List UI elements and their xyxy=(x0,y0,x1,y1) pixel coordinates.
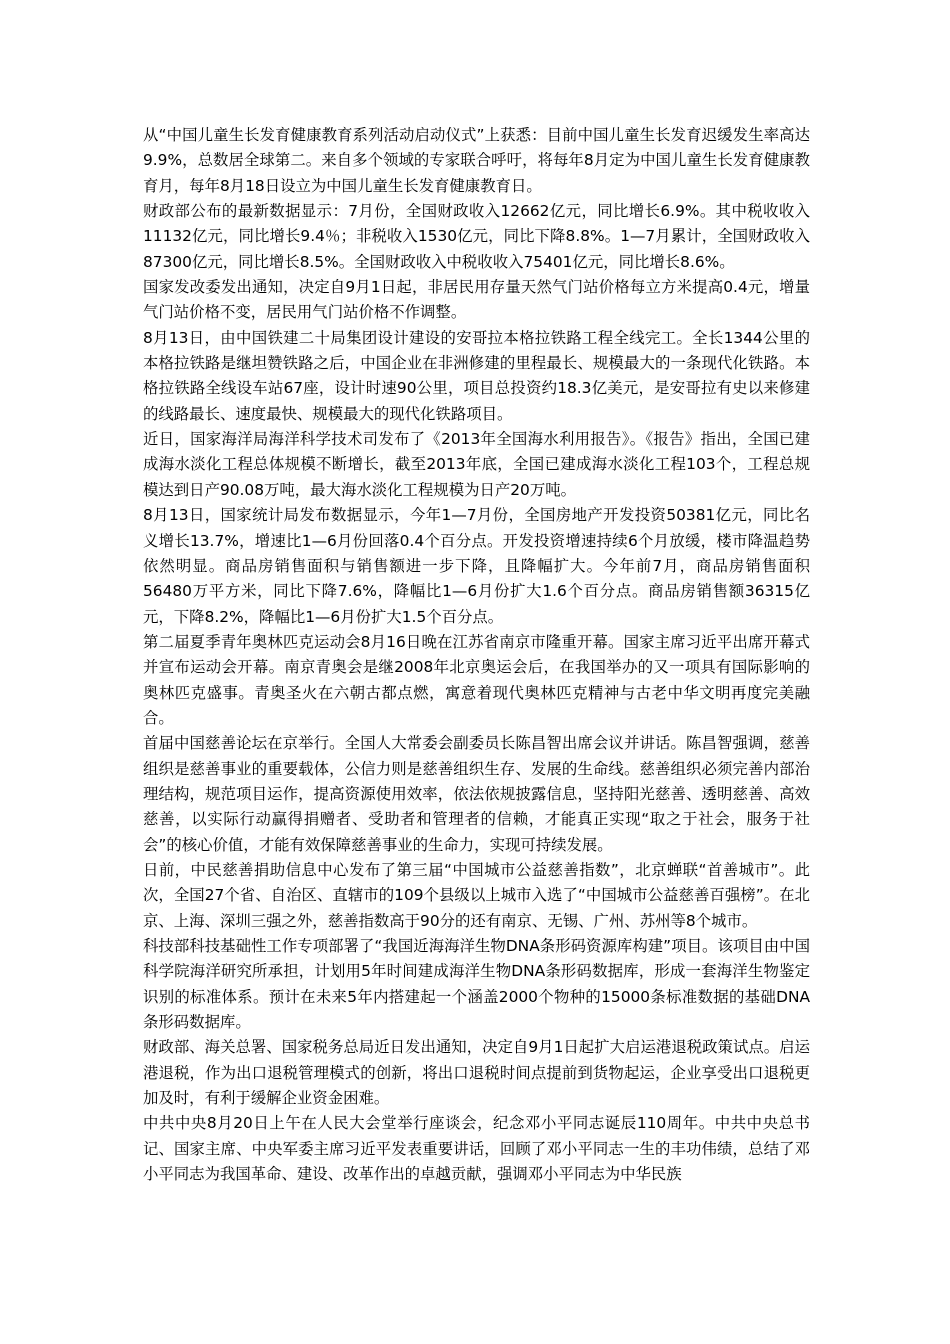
paragraph-dna-barcode: 科技部科技基础性工作专项部署了“我国近海海洋生物DNA条形码资源库构建”项目。该项目由中国科学院海洋研究所承担，计划用5年时间建成海洋生物DNA条形码数据库，形成一套海洋生物鉴定识别的标准体系。预计在未来5年内搭建起一个涵盖2000个物种的15000条标准数据的基础DNA条形码数据库。 xyxy=(143,937,810,1032)
paragraph-child-growth: 从“中国儿童生长发育健康教育系列活动启动仪式”上获悉：目前中国儿童生长发育迟缓发生率高达9.9%，总数居全球第二。来自多个领域的专家联合呼吁，将每年8月定为中国儿童生长发育健康教育月，每年8月18日设立为中国儿童生长发育健康教育日。 xyxy=(143,126,810,195)
document-body xyxy=(143,123,810,1187)
paragraph-charity-index: 日前，中民慈善捐助信息中心发布了第三届“中国城市公益慈善指数”，北京蝉联“首善城市”。此次，全国27个省、自治区、直辖市的109个县级以上城市入选了“中国城市公益慈善百强榜”。在北京、上海、深圳三强之外，慈善指数高于90分的还有南京、无锡、广州、苏州等8个城市。 xyxy=(143,860,810,930)
paragraph-benguela-railway: 8月13日，由中国铁建二十局集团设计建设的安哥拉本格拉铁路工程全线完工。全长1344公里的本格拉铁路是继坦赞铁路之后，中国企业在非洲修建的里程最长、规模最大的一条现代化铁路。本格拉铁路全线设车站67座，设计时速90公里，项目总投资约18.3亿美元，是安哥拉有史以来修建的线路最长、速度最快、规模最大的现代化铁路项目。 xyxy=(143,328,810,423)
paragraph-fiscal-revenue: 财政部公布的最新数据显示：7月份，全国财政收入12662亿元，同比增长6.9%。其中税收收入11132亿元，同比增长9.4％；非税收入1530亿元，同比下降8.8%。1—7月累计，全国财政收入87300亿元，同比增长8.5%。全国财政收入中税收收入75401亿元，同比增长8.6%。 xyxy=(143,202,810,271)
paragraph-gas-price: 国家发改委发出通知，决定自9月1日起，非居民用存量天然气门站价格每立方米提高0.4元，增量气门站价格不变，居民用气门站价格不作调整。 xyxy=(143,278,810,322)
paragraph-desalination-report: 近日，国家海洋局海洋科学技术司发布了《2013年全国海水利用报告》。《报告》指出，全国已建成海水淡化工程总体规模不断增长，截至2013年底，全国已建成海水淡化工程103个，工程总规模达到日产90.08万吨，最大海水淡化工程规模为日产20万吨。 xyxy=(143,430,810,499)
paragraph-charity-forum: 首届中国慈善论坛在京举行。全国人大常委会副委员长陈昌智出席会议并讲话。陈昌智强调，慈善组织是慈善事业的重要载体，公信力则是慈善组织生存、发展的生命线。慈善组织必须完善内部治理结构，规范项目运作，提高资源使用效率，依法依规披露信息，坚持阳光慈善、透明慈善、高效慈善，以实际行动赢得捐赠者、受助者和管理者的信赖，才能真正实现“取之于社会，服务于社会”的核心价值，才能有效保障慈善事业的生命力，实现可持续发展。 xyxy=(143,734,810,854)
paragraph-youth-olympics: 第二届夏季青年奥林匹克运动会8月16日晚在江苏省南京市隆重开幕。国家主席习近平出席开幕式并宣布运动会开幕。南京青奥会是继2008年北京奥运会后，在我国举办的又一项具有国际影响的奥林匹克盛事。青奥圣火在六朝古都点燃，寓意着现代奥林匹克精神与古老中华文明再度完美融合。 xyxy=(143,632,810,727)
paragraph-deng-anniversary: 中共中央8月20日上午在人民大会堂举行座谈会，纪念邓小平同志诞辰110周年。中共中央总书记、国家主席、中央军委主席习近平发表重要讲话，回顾了邓小平同志一生的丰功伟绩，总结了邓小平同志为我国革命、建设、改革作出的卓越贡献，强调邓小平同志为中华民族 xyxy=(143,1114,810,1184)
paragraph-real-estate: 8月13日，国家统计局发布数据显示，今年1—7月份，全国房地产开发投资50381亿元，同比名义增长13.7%，增速比1—6月份回落0.4个百分点。开发投资增速持续6个月放缓，楼市降温趋势依然明显。商品房销售面积与销售额进一步下降，且降幅扩大。今年前7月，商品房销售面积56480万平方米，同比下降7.6%，降幅比1—6月份扩大1.6个百分点。商品房销售额36315亿元，下降8.2%，降幅比1—6月份扩大1.5个百分点。 xyxy=(143,506,810,626)
paragraph-port-tax-refund: 财政部、海关总署、国家税务总局近日发出通知，决定自9月1日起扩大启运港退税政策试点。启运港退税，作为出口退税管理模式的创新，将出口退税时间点提前到货物起运，企业享受出口退税更加及时，有利于缓解企业资金困难。 xyxy=(143,1038,810,1108)
